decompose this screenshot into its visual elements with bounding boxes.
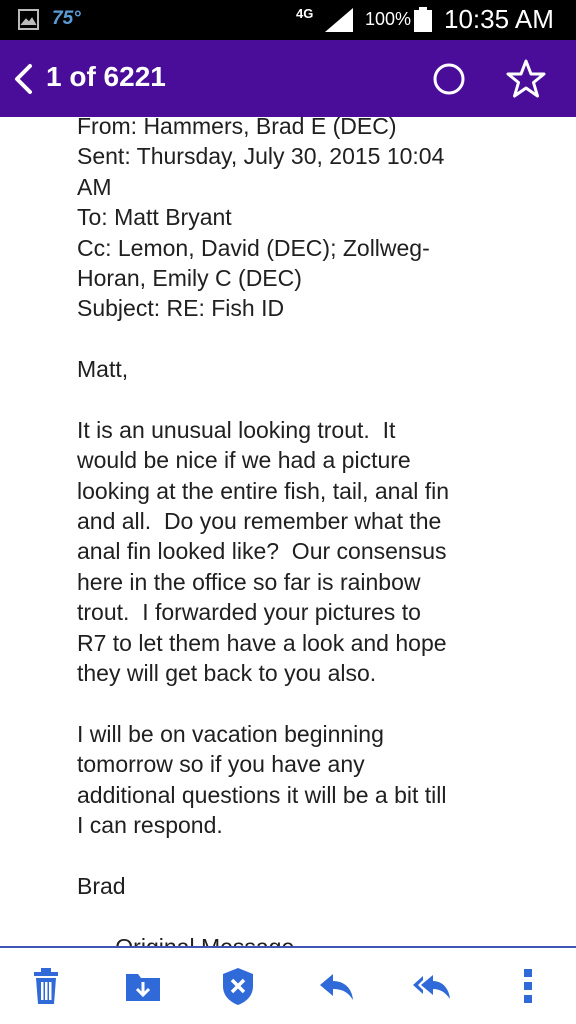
block-sender-icon[interactable] bbox=[218, 966, 258, 1006]
email-line: I will be on vacation beginning bbox=[77, 720, 384, 747]
email-line bbox=[77, 840, 537, 870]
signal-icon bbox=[323, 8, 355, 32]
email-line bbox=[77, 901, 537, 931]
email-text bbox=[77, 111, 537, 962]
email-line: they will get back to you also. bbox=[77, 660, 377, 687]
email-line bbox=[77, 688, 537, 718]
email-line bbox=[77, 385, 537, 415]
clock: 10:35 AM bbox=[444, 4, 554, 34]
email-line: Cc: Lemon, David (DEC); Zollweg- bbox=[77, 234, 430, 261]
email-line bbox=[77, 324, 537, 354]
star-icon[interactable] bbox=[505, 58, 547, 100]
mark-unread-icon[interactable] bbox=[432, 62, 466, 96]
gallery-notification-icon bbox=[18, 9, 39, 30]
email-line: here in the office so far is rainbow bbox=[77, 568, 421, 595]
email-line: would be nice if we had a picture bbox=[77, 447, 411, 474]
reply-icon[interactable] bbox=[316, 966, 356, 1006]
bottom-toolbar bbox=[0, 948, 576, 1024]
email-line: Matt, bbox=[77, 356, 129, 383]
email-line: and all. Do you remember what the bbox=[77, 508, 442, 535]
email-line: anal fin looked like? Our consensus bbox=[77, 538, 447, 565]
message-counter: 1 of 6221 bbox=[46, 61, 166, 92]
move-to-folder-icon[interactable] bbox=[123, 966, 163, 1006]
email-line: tomorrow so if you have any bbox=[77, 751, 365, 778]
email-line: Horan, Emily C (DEC) bbox=[77, 264, 302, 291]
app-bar bbox=[0, 40, 576, 117]
status-bar bbox=[0, 0, 576, 40]
temperature: 75° bbox=[52, 8, 81, 29]
more-options-icon[interactable] bbox=[508, 966, 548, 1006]
battery-icon bbox=[414, 7, 432, 32]
email-line: I can respond. bbox=[77, 811, 223, 838]
email-line: To: Matt Bryant bbox=[77, 204, 232, 231]
network-type: 4G bbox=[296, 6, 314, 21]
email-body[interactable] bbox=[0, 113, 576, 946]
email-line: R7 to let them have a look and hope bbox=[77, 629, 447, 656]
email-line: Brad bbox=[77, 872, 126, 899]
email-line: additional questions it will be a bit till bbox=[77, 781, 447, 808]
reply-all-icon[interactable] bbox=[411, 966, 451, 1006]
email-line: AM bbox=[77, 173, 112, 200]
email-line: Sent: Thursday, July 30, 2015 10:04 bbox=[77, 143, 445, 170]
email-line: trout. I forwarded your pictures to bbox=[77, 599, 421, 626]
battery-percent: 100% bbox=[365, 9, 412, 29]
email-line: looking at the entire fish, tail, anal fin bbox=[77, 477, 450, 504]
email-line: From: Hammers, Brad E (DEC) bbox=[77, 113, 397, 139]
email-line: It is an unusual looking trout. It bbox=[77, 416, 396, 443]
delete-icon[interactable] bbox=[26, 966, 66, 1006]
back-icon[interactable] bbox=[10, 62, 40, 96]
email-line: Subject: RE: Fish ID bbox=[77, 295, 285, 322]
